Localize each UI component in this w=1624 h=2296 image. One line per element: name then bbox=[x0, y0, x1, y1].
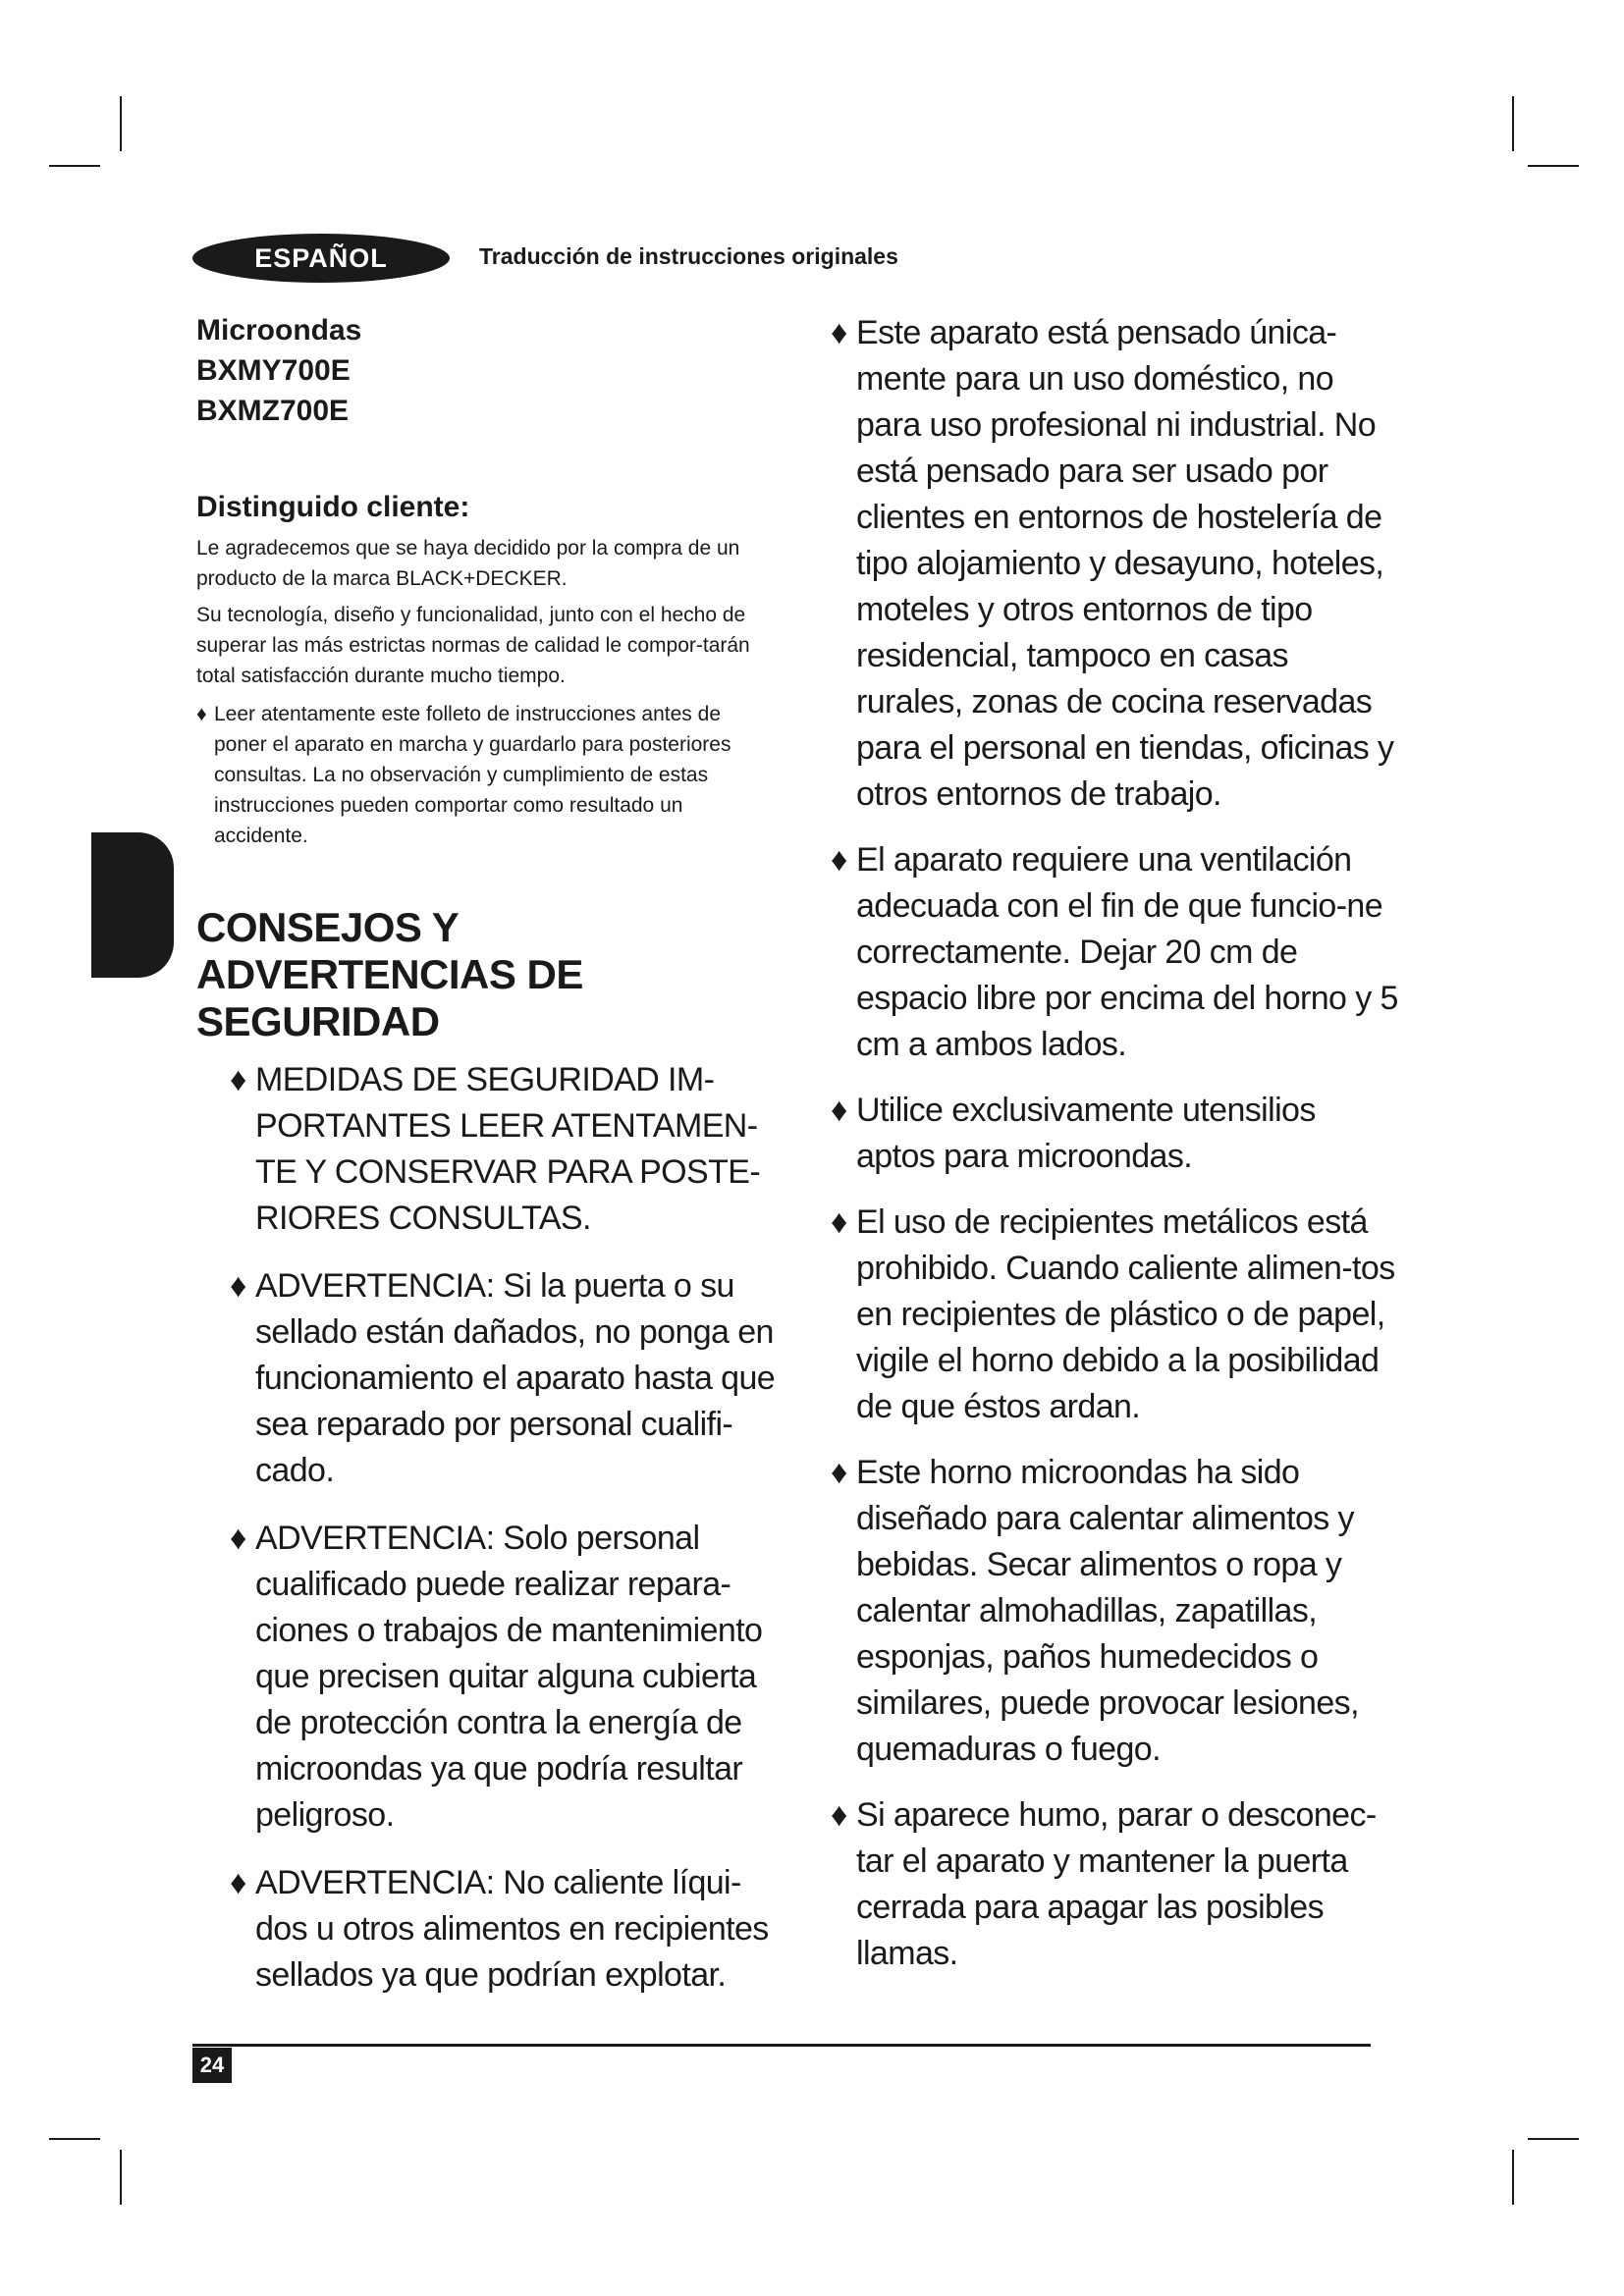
diamond-bullet-icon: ♦ bbox=[230, 1061, 246, 1098]
safety-item-text: Utilice exclusivamente utensilios aptos para microondas. bbox=[856, 1092, 1316, 1175]
language-tab-marker bbox=[91, 832, 174, 978]
safety-item-text: ADVERTENCIA: Solo personal cualificado puede realizar repara-ciones o trabajos de mantenimiento que precisen quitar alguna cubierta de protección contra la energía de microondas ya que podría resultar peligroso. bbox=[255, 1520, 763, 1834]
safety-item bbox=[831, 1792, 1400, 1977]
product-model: BXMZ700E bbox=[196, 395, 350, 427]
diamond-bullet-icon: ♦ bbox=[831, 841, 847, 879]
footer-rule bbox=[192, 2044, 1371, 2047]
section-title: CONSEJOS Y ADVERTENCIAS DE SEGURIDAD bbox=[196, 904, 583, 1044]
diamond-bullet-icon: ♦ bbox=[196, 703, 207, 725]
safety-item-text: El uso de recipientes metálicos está prohibido. Cuando caliente alimen-tos en recipientes de plástico o de papel, vigile el horno debido a la posibilidad de que éstos ardan. bbox=[856, 1203, 1395, 1425]
intro-bullet-text: Leer atentamente este folleto de instrucciones antes de poner el aparato en marcha y guardarlo para posteriores consultas. La no observación y cumplimiento de estas instrucciones pueden comportar como resultado un accidente. bbox=[214, 703, 731, 847]
product-name: Microondas bbox=[196, 314, 362, 347]
intro-bullet bbox=[196, 699, 776, 851]
safety-item bbox=[831, 310, 1400, 818]
intro-paragraph: Le agradecemos que se haya decidido por la compra de un producto de la marca BLACK+DECKER. bbox=[196, 537, 740, 590]
crop-mark bbox=[1528, 165, 1579, 167]
crop-mark bbox=[49, 2138, 100, 2140]
safety-item-text: ADVERTENCIA: No caliente líqui-dos u otros alimentos en recipientes sellados ya que podrían explotar. bbox=[255, 1864, 769, 1994]
diamond-bullet-icon: ♦ bbox=[831, 1203, 847, 1241]
crop-mark bbox=[120, 2150, 122, 2205]
safety-list-left bbox=[196, 1057, 776, 1999]
diamond-bullet-icon: ♦ bbox=[831, 1454, 847, 1491]
safety-item bbox=[831, 1450, 1400, 1773]
translation-note: Traducción de instrucciones originales bbox=[479, 243, 898, 269]
language-badge: ESPAÑOL bbox=[192, 234, 450, 283]
safety-item bbox=[230, 1263, 776, 1494]
safety-item bbox=[831, 1088, 1400, 1180]
safety-item-text: Este horno microondas ha sido diseñado para calentar alimentos y bebidas. Secar alimentos o ropa y calentar almohadillas, zapatillas, esponjas, paños humedecidos o similares, puede provocar lesiones, quemaduras o fuego. bbox=[856, 1454, 1359, 1768]
diamond-bullet-icon: ♦ bbox=[230, 1520, 246, 1557]
product-model: BXMY700E bbox=[196, 354, 351, 387]
crop-mark bbox=[1512, 96, 1514, 151]
page-number: 24 bbox=[192, 2048, 232, 2083]
crop-mark bbox=[1512, 2150, 1514, 2205]
diamond-bullet-icon: ♦ bbox=[831, 1796, 847, 1834]
safety-item bbox=[230, 1860, 776, 1999]
safety-item bbox=[230, 1057, 776, 1242]
safety-item-text: ADVERTENCIA: Si la puerta o su sellado están dañados, no ponga en funcionamiento el aparato hasta que sea reparado por personal cualifi-cado. bbox=[255, 1267, 776, 1489]
diamond-bullet-icon: ♦ bbox=[230, 1864, 246, 1901]
diamond-bullet-icon: ♦ bbox=[831, 1092, 847, 1129]
safety-item-text: Este aparato está pensado única-mente para un uso doméstico, no para uso profesional ni industrial. No está pensado para ser usado por clientes en entornos de hostelería de tipo alojamiento y desayuno, hoteles, moteles y otros entornos de tipo residencial, tampoco en casas rurales, zonas de cocina reservadas para el personal en tiendas, oficinas y otros entornos de trabajo. bbox=[856, 314, 1394, 813]
safety-item bbox=[831, 837, 1400, 1068]
safety-item bbox=[230, 1516, 776, 1839]
safety-item-text: Si aparece humo, parar o desconec-tar el aparato y mantener la puerta cerrada para apagar las posibles llamas. bbox=[856, 1796, 1377, 1972]
diamond-bullet-icon: ♦ bbox=[831, 314, 847, 351]
left-column bbox=[196, 310, 776, 1999]
safety-item bbox=[831, 1200, 1400, 1430]
safety-item-text: El aparato requiere una ventilación adecuada con el fin de que funcio-ne correctamente. Dejar 20 cm de espacio libre por encima del horno y 5 cm a ambos lados. bbox=[856, 841, 1398, 1063]
intro-paragraph: Su tecnología, diseño y funcionalidad, junto con el hecho de superar las más estrictas normas de calidad le compor-tarán total satisfacción durante mucho tiempo. bbox=[196, 604, 750, 687]
crop-mark bbox=[120, 96, 122, 151]
crop-mark bbox=[1528, 2138, 1579, 2140]
greeting-heading: Distinguido cliente: bbox=[196, 491, 470, 523]
safety-list-right bbox=[831, 310, 1400, 1977]
safety-item-text: MEDIDAS DE SEGURIDAD IM-PORTANTES LEER ATENTAMEN-TE Y CONSERVAR PARA POSTE-RIORES CONSULTAS. bbox=[255, 1061, 761, 1237]
crop-mark bbox=[49, 165, 100, 167]
diamond-bullet-icon: ♦ bbox=[230, 1267, 246, 1305]
